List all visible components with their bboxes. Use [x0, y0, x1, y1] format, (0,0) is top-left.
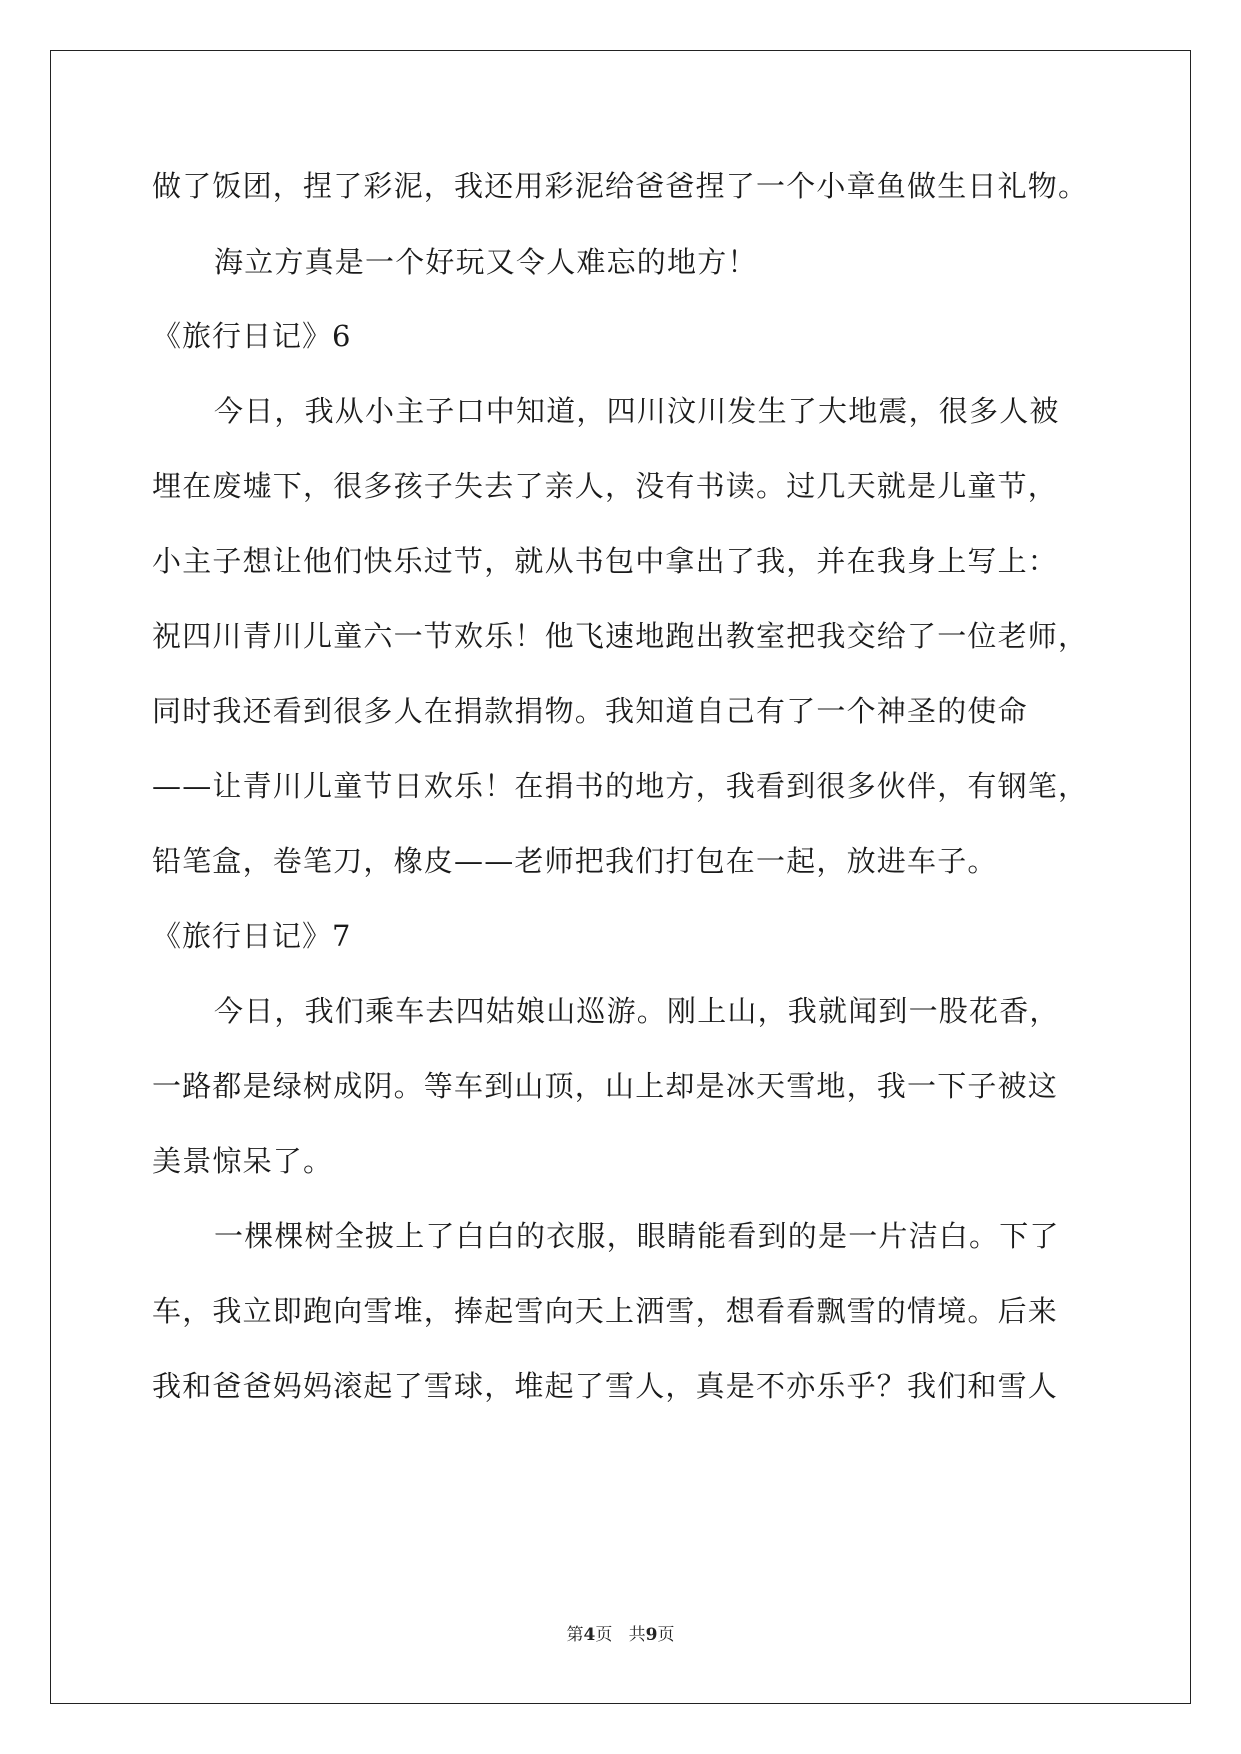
paragraph-line: 做了饭团，捏了彩泥，我还用彩泥给爸爸捏了一个小章鱼做生日礼物。	[152, 169, 1089, 203]
footer-prefix: 第	[566, 1625, 584, 1645]
footer-total-prefix: 共	[628, 1625, 646, 1645]
total-pages-number: 9	[645, 1625, 658, 1645]
paragraph-line: 小主子想让他们快乐过节，就从书包中拿出了我，并在我身上写上：	[152, 544, 1059, 578]
footer-total-suffix: 页	[657, 1625, 675, 1645]
paragraph-line: 车，我立即跑向雪堆，捧起雪向天上洒雪，想看看飘雪的情境。后来	[152, 1294, 1059, 1328]
paragraph-line: 一路都是绿树成阴。等车到山顶，山上却是冰天雪地，我一下子被这	[152, 1069, 1059, 1103]
paragraph-line: 一棵棵树全披上了白白的衣服，眼睛能看到的是一片洁白。下了	[214, 1219, 1060, 1253]
section-heading: 《旅行日记》6	[152, 319, 352, 353]
paragraph-line: 美景惊呆了。	[152, 1144, 334, 1178]
current-page-number: 4	[583, 1625, 596, 1645]
paragraph-line: ——让青川儿童节日欢乐！在捐书的地方，我看到很多伙伴，有钢笔，	[152, 769, 1089, 803]
paragraph-line: 祝四川青川儿童六一节欢乐！他飞速地跑出教室把我交给了一位老师，	[152, 619, 1089, 653]
section-heading: 《旅行日记》7	[152, 919, 352, 953]
paragraph-line: 我和爸爸妈妈滚起了雪球，堆起了雪人，真是不亦乐乎？我们和雪人	[152, 1369, 1059, 1403]
footer-page-word: 页	[595, 1625, 613, 1645]
page-footer	[0, 1620, 1241, 1645]
paragraph-line: 铅笔盒，卷笔刀，橡皮——老师把我们打包在一起，放进车子。	[152, 844, 998, 878]
paragraph-line: 今日，我们乘车去四姑娘山巡游。刚上山，我就闻到一股花香，	[214, 994, 1060, 1028]
paragraph-line: 今日，我从小主子口中知道，四川汶川发生了大地震，很多人被	[214, 394, 1060, 428]
paragraph-line: 埋在废墟下，很多孩子失去了亲人，没有书读。过几天就是儿童节，	[152, 469, 1059, 503]
paragraph-line: 海立方真是一个好玩又令人难忘的地方！	[214, 245, 758, 279]
paragraph-line: 同时我还看到很多人在捐款捐物。我知道自己有了一个神圣的使命	[152, 694, 1028, 728]
